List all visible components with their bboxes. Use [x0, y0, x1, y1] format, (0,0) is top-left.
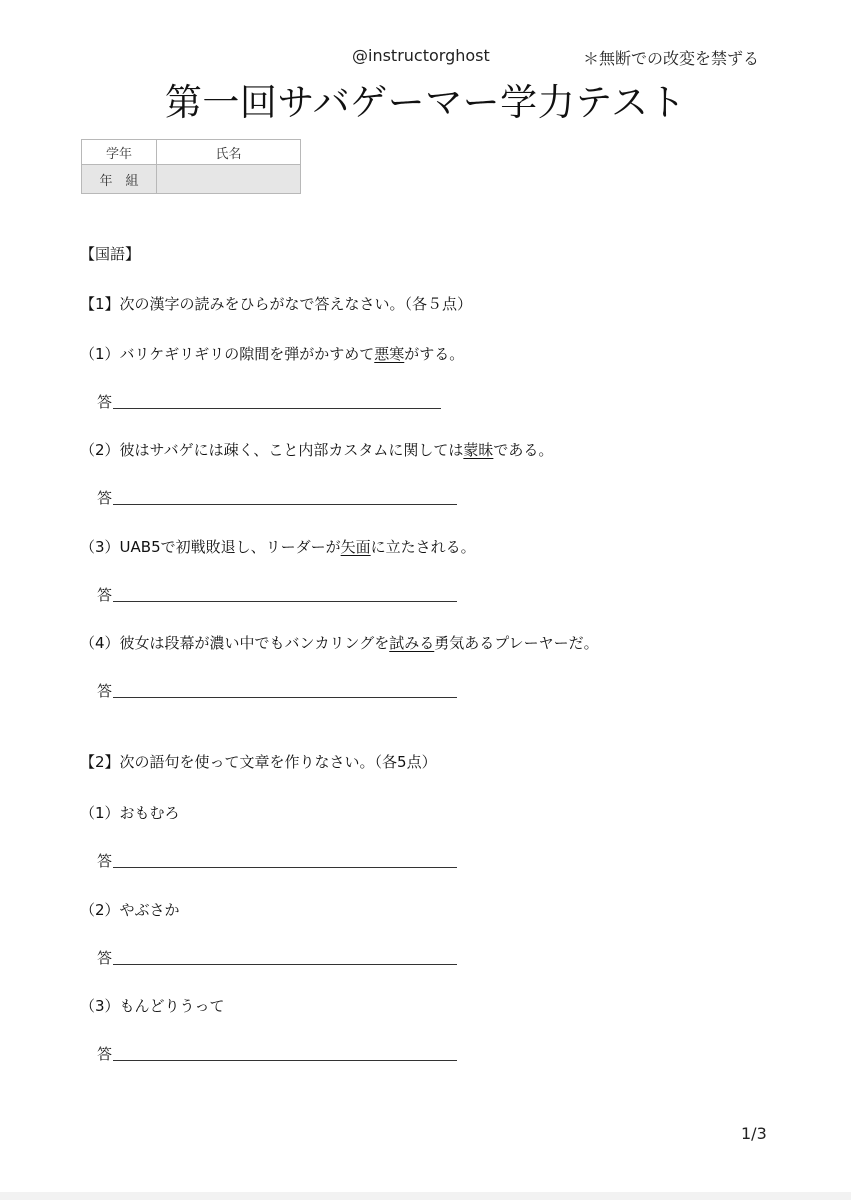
answer-label: 答 [97, 682, 113, 700]
target-word: 蒙昧 [463, 441, 494, 459]
question-1-2 [80, 439, 553, 460]
question-1-4 [80, 632, 599, 653]
answer-rule[interactable] [113, 867, 457, 868]
question-2-1: （1）おもむろ [80, 804, 180, 822]
grade-field[interactable]: 年 組 [82, 165, 157, 194]
answer-rule[interactable] [113, 1060, 457, 1061]
question-text-end: である。 [493, 441, 554, 459]
answer-label: 答 [97, 393, 113, 411]
question-text: （3）UAB5で初戦敗退し、リーダーが [80, 538, 341, 556]
subject-heading: 【国語】 [80, 245, 141, 263]
answer-line-1-1[interactable] [97, 391, 441, 412]
target-word: 試みる [389, 634, 435, 652]
answer-rule[interactable] [113, 697, 457, 698]
page-number: 1/3 [741, 1124, 767, 1143]
answer-line-1-2[interactable] [97, 487, 457, 508]
answer-line-2-3[interactable] [97, 1043, 457, 1064]
question-2-2: （2）やぶさか [80, 901, 180, 919]
answer-line-2-2[interactable] [97, 947, 457, 968]
page-title: 第一回サバゲーマー学力テスト [164, 81, 687, 124]
name-field[interactable] [157, 165, 301, 194]
answer-label: 答 [97, 489, 113, 507]
name-header: 氏名 [157, 140, 301, 165]
answer-line-1-4[interactable] [97, 680, 457, 701]
answer-label: 答 [97, 949, 113, 967]
answer-rule[interactable] [113, 408, 441, 409]
question-text-end: 勇気あるプレーヤーだ。 [434, 634, 599, 652]
answer-line-1-3[interactable] [97, 584, 457, 605]
target-word: 悪寒 [374, 345, 405, 363]
answer-label: 答 [97, 586, 113, 604]
question-text-end: がする。 [404, 345, 465, 363]
answer-label: 答 [97, 1045, 113, 1063]
author-handle: @instructorghost [352, 46, 490, 65]
answer-rule[interactable] [113, 504, 457, 505]
grade-header: 学年 [82, 140, 157, 165]
question-text: （1）バリケギリギリの隙間を弾がかすめて [80, 345, 375, 363]
question-1-1 [80, 343, 464, 364]
question-2-3: （3）もんどりうって [80, 997, 225, 1015]
answer-rule[interactable] [113, 601, 457, 602]
answer-line-2-1[interactable] [97, 850, 457, 871]
question-text-end: に立たされる。 [370, 538, 476, 556]
section1-heading: 【1】次の漢字の読みをひらがなで答えなさい。（各５点） [80, 295, 473, 313]
student-info-table [81, 139, 301, 194]
answer-rule[interactable] [113, 964, 457, 965]
section2-heading: 【2】次の語句を使って文章を作りなさい。（各5点） [80, 753, 437, 771]
answer-label: 答 [97, 852, 113, 870]
page-bottom-edge [0, 1192, 851, 1200]
copyright-notice: ＊無断での改変を禁ずる [583, 49, 760, 68]
question-1-3 [80, 536, 476, 557]
target-word: 矢面 [340, 538, 371, 556]
question-text: （2）彼はサバゲには疎く、こと内部カスタムに関しては [80, 441, 464, 459]
question-text: （4）彼女は段幕が濃い中でもバンカリングを [80, 634, 390, 652]
